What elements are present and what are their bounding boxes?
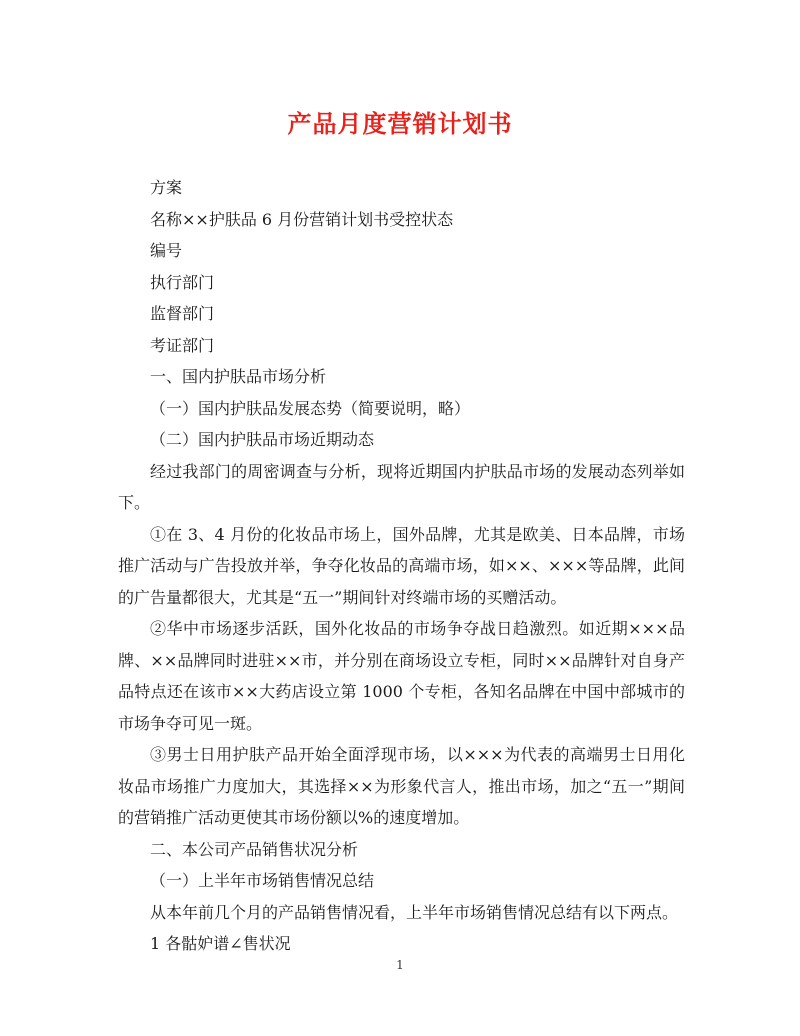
line-plan: 方案 xyxy=(150,178,183,197)
paragraph-point-2: ②华中市场逐步活跃，国外化妆品的市场争夺战日趋激烈。如近期×××品牌、××品牌同时进驻××市，并分别在商场设立专柜，同时××品牌针对自身产品特点还在该市××大药店设立第 1000 个专柜，各知名品牌在中国中部城市的市场争夺可见一斑。 xyxy=(118,619,685,733)
paragraph-intro: 经过我部门的周密调查与分析，现将近期国内护肤品市场的发展动态列举如下。 xyxy=(118,461,685,512)
line-supervise-dept: 监督部门 xyxy=(150,304,215,323)
line-name-status: 名称××护肤品 6 月份营销计划书受控状态 xyxy=(150,209,454,229)
page-number: 1 xyxy=(396,958,404,972)
line-number: 编号 xyxy=(150,241,183,260)
line-sales-status: 1 各骷妒谱∠售状况 xyxy=(150,934,291,953)
subsection-heading-2-1: （一）上半年市场销售情况总结 xyxy=(150,871,375,890)
document-title: 产品月度营销计划书 xyxy=(287,109,513,138)
document-body xyxy=(118,172,685,960)
line-verify-dept: 考证部门 xyxy=(150,335,215,355)
line-exec-dept: 执行部门 xyxy=(150,272,215,292)
section-heading-2: 二、本公司产品销售状况分析 xyxy=(150,839,359,859)
subsection-heading-1-2: （二）国内护肤品市场近期动态 xyxy=(150,430,375,449)
paragraph-point-1: ①在 3、4 月份的化妆品市场上，国外品牌，尤其是欧美、日本品牌，市场推广活动与广告投放并举，争夺化妆品的高端市场，如××、×××等品牌，此间的广告量都很大，尤其是“五一”期间针对终端市场的买赠活动。 xyxy=(118,524,685,607)
subsection-heading-1-1: （一）国内护肤品发展态势（简要说明，略） xyxy=(150,398,471,418)
paragraph-point-3: ③男士日用护肤产品开始全面浮现市场，以×××为代表的高端男士日用化妆品市场推广力度加大，其选择××为形象代言人，推出市场，加之“五一”期间的营销推广活动更使其市场份额以%的速度增加。 xyxy=(118,745,685,827)
paragraph-sales-summary: 从本年前几个月的产品销售情况看，上半年市场销售情况总结有以下两点。 xyxy=(150,902,679,922)
section-heading-1: 一、国内护肤品市场分析 xyxy=(150,367,327,386)
